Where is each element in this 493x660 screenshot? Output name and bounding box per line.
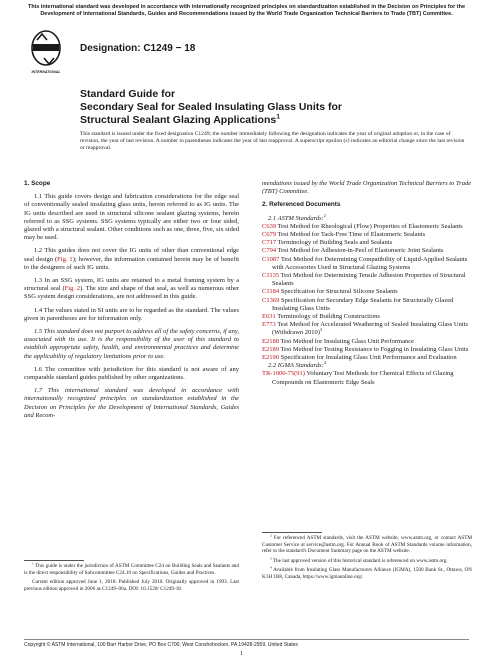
wto-notice: This international standard was developed in accordance with internationally recognized principles on standardization established in the Decision on Principles for the Development of International Standards, Guides and Recommendations issued by the World Trade Organization Technical Barriers to Trade (TBT) Committee.: [27, 4, 466, 17]
reference-item: C1184 Specification for Structural Silicone Sealants: [262, 288, 398, 296]
section-1-4: 1.4 The values stated in SI units are to be regarded as the standard. The values given in parentheses are for information only.: [24, 306, 239, 322]
reference-item: C639 Test Method for Rheological (Flow) Properties of Elastomeric Sealants: [262, 222, 463, 230]
copyright-notice: Copyright © ASTM International, 100 Barr Harbor Drive, PO Box C700, West Conshohocken, PA 19428-2959. United States: [24, 642, 298, 648]
reference-item: E2189 Test Method for Testing Resistance to Fogging in Insulating Glass Units: [262, 345, 469, 353]
section-1-1: 1.1 This guide covers design and fabrication considerations for the edge seal of conventionally sealed insulating glass units, herein referred to as IG units. The IG units described are used in structural silicone sealant glazing systems, herein referred to as SSG systems. SSG systems typically are either two or four sided, glazed with a structural sealant. Other conditions such as one, three, five, six sided may be used.: [24, 193, 239, 242]
reference-code-link[interactable]: C679: [262, 231, 277, 239]
reference-item: C794 Test Method for Adhesion-in-Peel of Elastomeric Joint Sealants: [262, 247, 444, 255]
reference-item: E2188 Test Method for Insulating Glass Unit Performance: [262, 337, 414, 345]
title-line-2: Secondary Seal for Sealed Insulating Glass Units for: [80, 101, 342, 113]
reference-code-link[interactable]: C1087: [262, 255, 280, 263]
section-1-7-continuation: mendations issued by the World Trade Organization Technical Barriers to Trade (TBT) Committee.: [262, 180, 472, 196]
reference-item: E631 Terminology of Building Constructions: [262, 313, 380, 321]
reference-code-link[interactable]: C1369: [262, 296, 280, 304]
astm-standards-label: 2.1 ASTM Standards:$^2$: [268, 212, 326, 222]
footnotes-left: [24, 563, 239, 595]
footnote-4-ref[interactable]: 4: [323, 360, 326, 366]
footnotes-right: [262, 535, 472, 584]
footnote-2: $^2$ For referenced ASTM standards, visit the ASTM website, www.astm.org, or contact ASTM Customer Service at service@astm.org. For Annual Book of ASTM Standards volume information, refer to the standard's Document Summary page on the ASTM website.: [262, 533, 473, 555]
fig-2-link[interactable]: Fig. 2: [64, 285, 81, 293]
section-1-2: 1.2 This guides does not cover the IG units of other than conventional edge seal design (Fig. 1); however, the information contained herein may be of benefit to the designers of such IG units.: [24, 247, 239, 271]
title-line-1: Standard Guide for: [80, 88, 176, 100]
document-title: [80, 88, 480, 127]
footnote-2-ref[interactable]: 2: [323, 212, 326, 218]
section-1-6: 1.6 The committee with jurisdiction for this standard is not aware of any comparable standard guides published by other organizations.: [24, 365, 239, 382]
section-1-3: 1.3 In an SSG system, IG units are retained to a metal framing system by a structural seal (Fig. 2). The size and shape of that seal, as well as numerous other SSG system design considerations, are not addressed in this guide.: [24, 277, 239, 301]
astm-reference-list: [262, 223, 472, 362]
right-column: [262, 180, 472, 387]
reference-item: C1135 Test Method for Determining Tensile Adhesion Properties of Structural Sealants: [262, 272, 466, 288]
title-line-3: Structural Sealant Glazing Applications$^1$: [80, 113, 281, 126]
reference-item: E2190 Specification for Insulating Glass Unit Performance and Evaluation: [262, 354, 457, 362]
reference-item: TR-1000-75(91) Voluntary Test Methods for Chemical Effects of Glazing Compounds on Elastomeric Edge Seals: [262, 370, 454, 386]
igma-standards-label: 2.2 IGMA Standards:$^4$: [268, 360, 326, 370]
reference-code-link[interactable]: E631: [262, 313, 276, 321]
section-1-7: 1.7 This international standard was developed in accordance with internationally recognized principles on standardization established in the Decision on Principles for the Development of International Standards, Guides and Recom-: [24, 387, 239, 419]
fig-1-link[interactable]: Fig. 1: [57, 255, 73, 263]
issuance-statement: This standard is issued under the fixed designation C1249; the number immediately following the designation indicates the year of original adoption or, in the case of revision, the year of last revision. A number in parentheses indicates the year of last reapproval. A superscript epsilon (ε) indicates an editorial change since the last revision or reapproval.: [80, 131, 465, 152]
title-footnote-ref[interactable]: 1: [276, 113, 281, 121]
footnote-3: $^3$ The last approved version of this historical standard is referenced on www.astm.org.: [270, 556, 448, 564]
footnote-1-edition: Current edition approved June 1, 2018. Published July 2010. Originally approved in 1993. Last previous edition approved in 2006 as C1249–06a. DOI: 10.1520/ C1249-18.: [24, 579, 239, 592]
reference-code-link[interactable]: E773: [262, 321, 276, 329]
reference-code-link[interactable]: C639: [262, 222, 277, 230]
footnote-3-ref[interactable]: 3: [319, 327, 323, 333]
left-column: [24, 180, 239, 425]
reference-code-link[interactable]: C717: [262, 239, 277, 247]
reference-code-link[interactable]: C1184: [262, 288, 280, 296]
footnote-4: $^4$ Available from Insulating Glass Manufacturers Alliance (IGMA), 1500 Bank St., Ottawa, ON K1H 1B8, Canada, https://www.igmaonline.org/.: [262, 565, 472, 580]
reference-code-link[interactable]: C1135: [262, 272, 280, 280]
designation: Designation: C1249 − 18: [80, 43, 196, 54]
reference-code-link[interactable]: C794: [262, 247, 277, 255]
referenced-documents-heading: 2. Referenced Documents: [262, 201, 341, 209]
reference-item: E773 Test Method for Accelerated Weathering of Sealed Insulating Glass Units (Withdrawn 2010)$^3$: [262, 321, 469, 337]
reference-item: C1087 Test Method for Determining Compatibility of Liquid-Applied Sealants with Accessories Used in Structural Glazing Systems: [262, 255, 468, 271]
reference-code-link[interactable]: E2189: [262, 345, 279, 353]
section-1-5: 1.5 This standard does not purport to address all of the safety concerns, if any, associated with its use. It is the responsibility of the user of this standard to establish appropriate safety, health, and environmental practices and determine the applicability of regulatory limitations prior to use.: [24, 328, 239, 360]
reference-item: C679 Test Method for Tack-Free Time of Elastomeric Sealants: [262, 231, 426, 239]
reference-item: C1369 Specification for Secondary Edge Sealants for Structurally Glazed Insulating Glass Units: [262, 296, 454, 312]
reference-code-link[interactable]: E2190: [262, 354, 279, 362]
scope-heading: 1. Scope: [24, 180, 51, 187]
astm-logo-label: INTERNATIONAL: [31, 70, 61, 74]
reference-item: C717 Terminology of Building Seals and Sealants: [262, 239, 393, 247]
astm-logo: [28, 28, 64, 78]
footnote-1: $^1$ This guide is under the jurisdiction of ASTM Committee C24 on Building Seals and Sealants and is the direct responsibility of Subcommittee C24.10 on Specifications, Guides and Practices.: [24, 561, 239, 576]
reference-code-link[interactable]: E2188: [262, 337, 279, 345]
reference-code-link[interactable]: TR-1000-75(91): [262, 370, 305, 378]
page-number: 1: [240, 651, 243, 657]
page-footer-rule: [24, 639, 469, 640]
